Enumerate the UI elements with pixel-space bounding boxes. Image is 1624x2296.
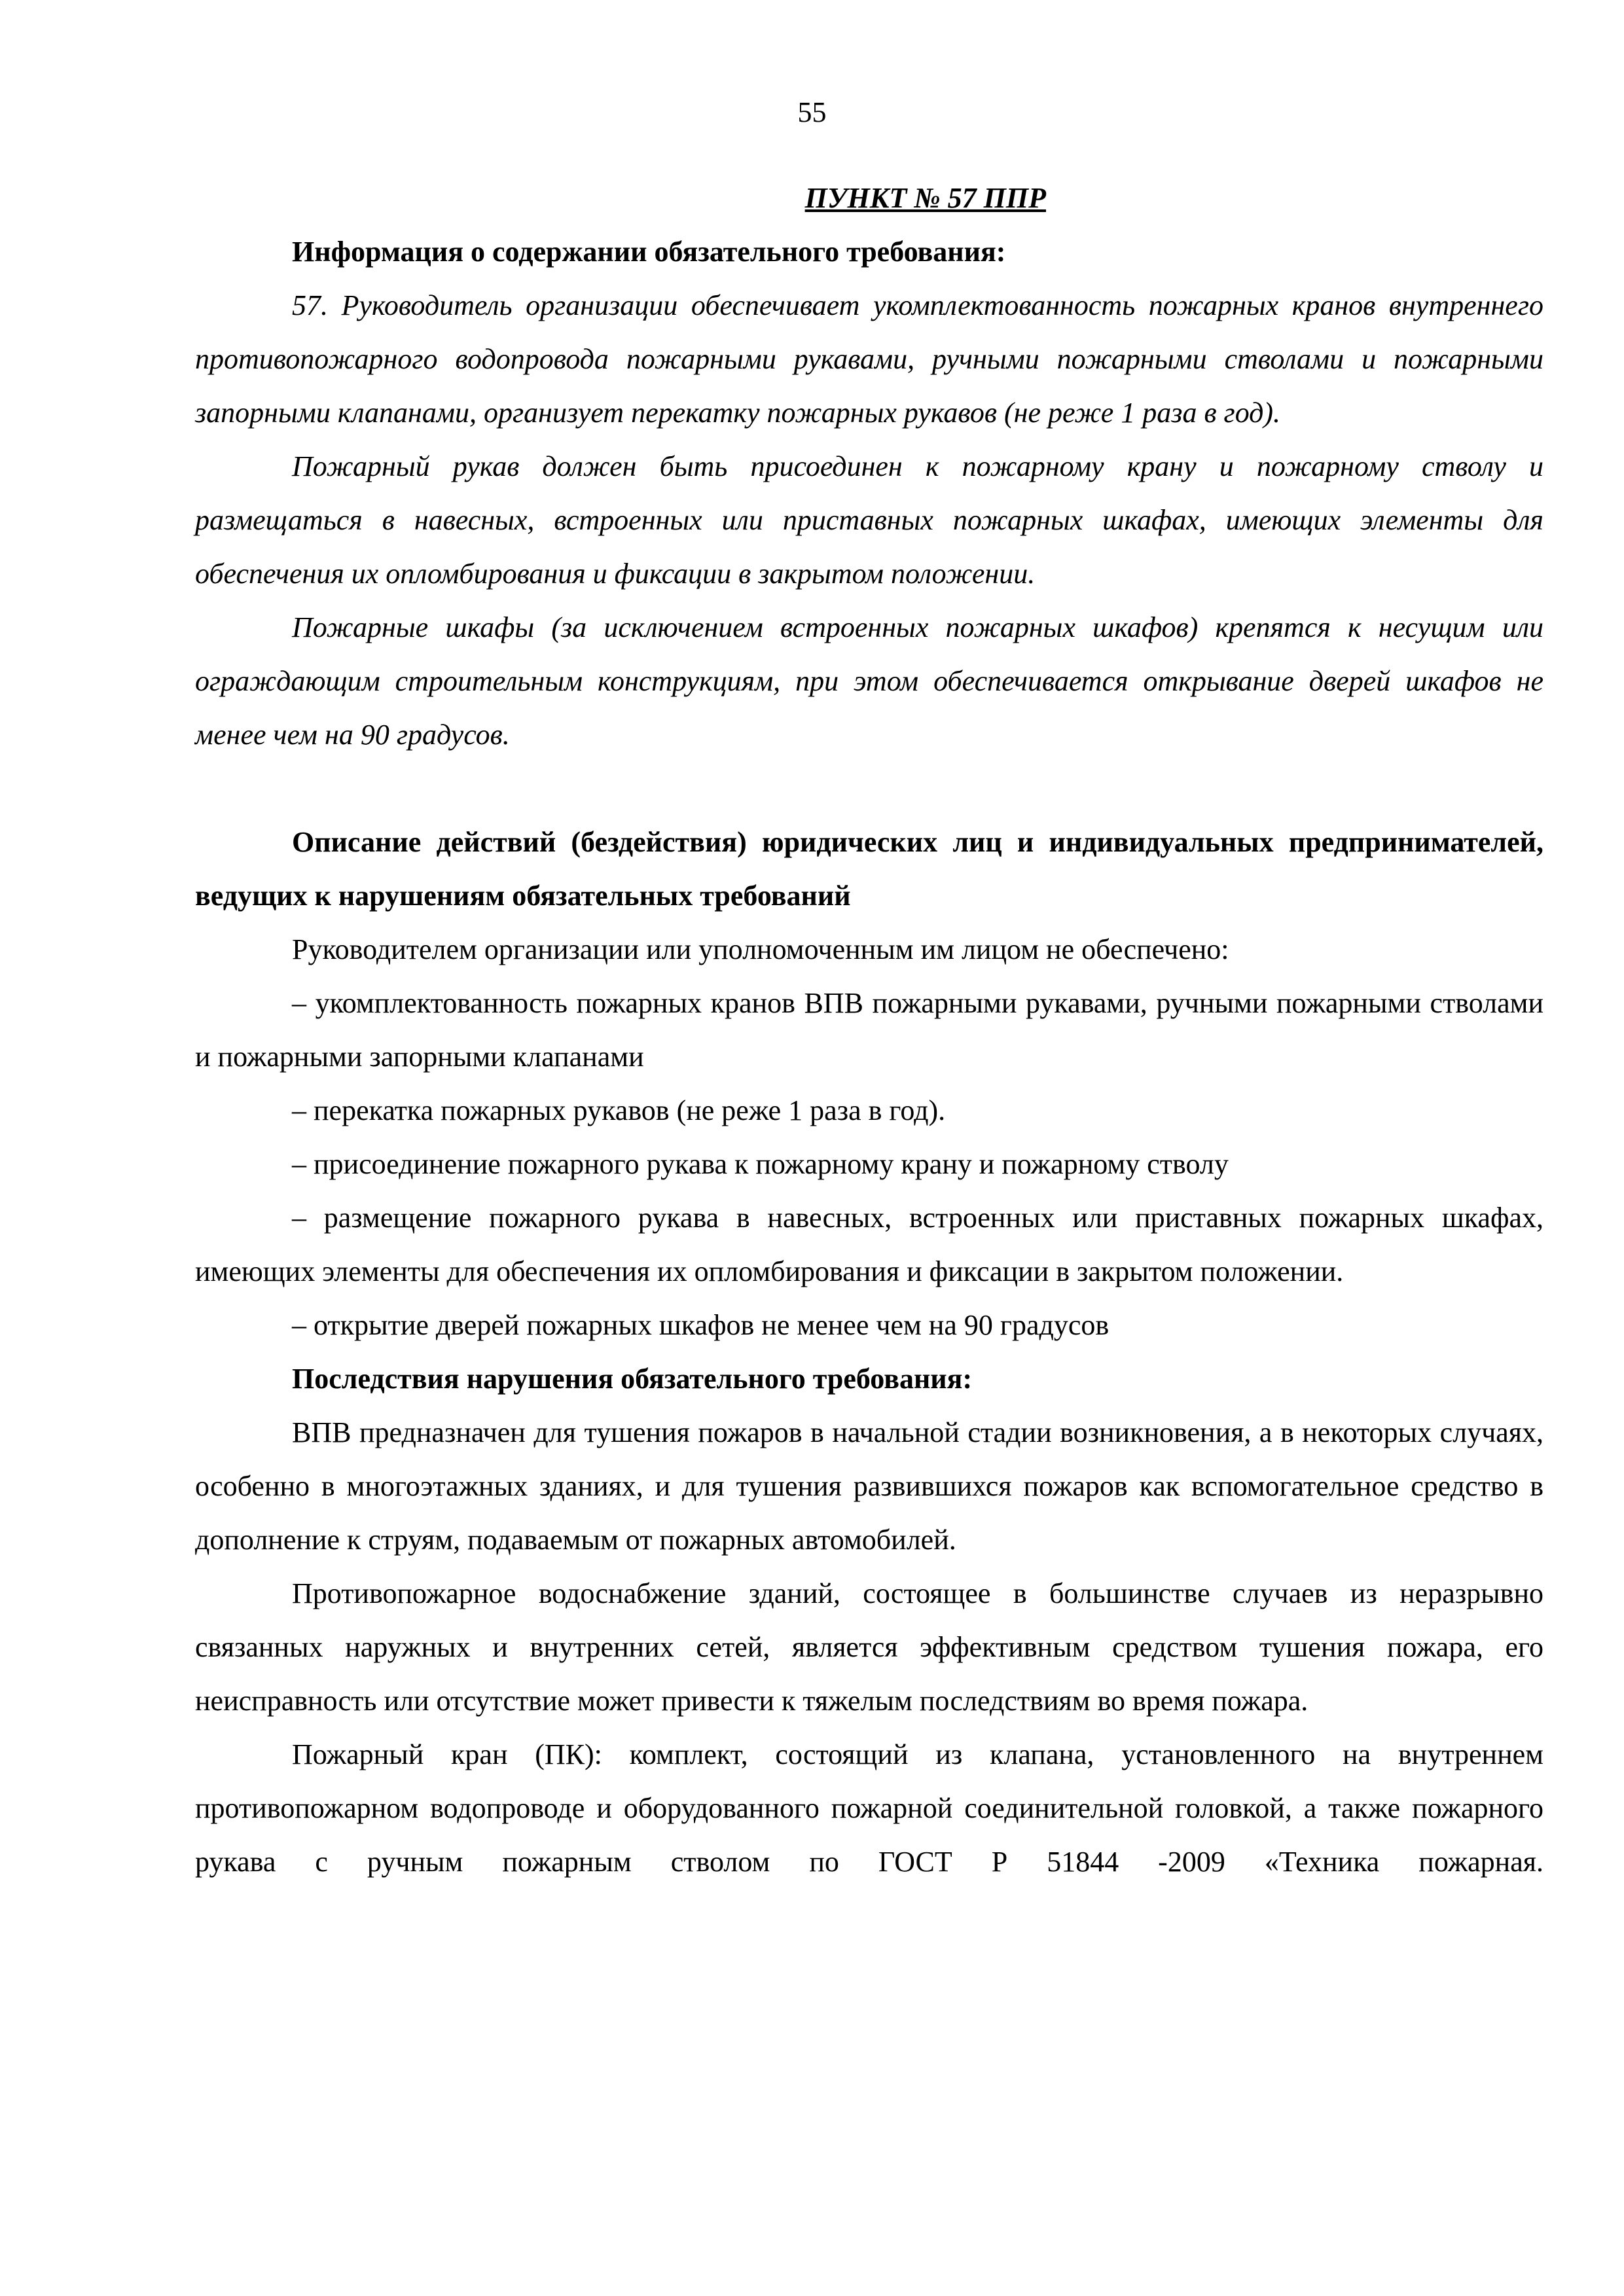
heading-requirement-info: Информация о содержании обязательного требования: bbox=[292, 236, 1006, 268]
requirement-paragraph-3: Пожарные шкафы (за исключением встроенных пожарных шкафов) крепятся к несущим или ограждающим строительным конструкциям, при этом обеспечивается открывание дверей шкафов не менее чем на 90 градусов. bbox=[195, 611, 1543, 751]
section-title: ПУНКТ № 57 ППР bbox=[804, 182, 1046, 214]
violation-item: – присоединение пожарного рукава к пожарному крану и пожарному стволу bbox=[292, 1148, 1229, 1180]
heading-consequences: Последствия нарушения обязательного требования: bbox=[292, 1363, 973, 1395]
violation-item: – укомплектованность пожарных кранов ВПВ пожарными рукавами, ручными пожарными стволами и пожарными запорными клапанами bbox=[195, 987, 1543, 1073]
page-number: 55 bbox=[797, 96, 827, 128]
consequences-paragraph-2: Противопожарное водоснабжение зданий, состоящее в большинстве случаев из неразрывно связанных наружных и внутренних сетей, является эффективным средством тушения пожара, его неисправность или отсутствие может привести к тяжелым последствиям во время пожара. bbox=[195, 1577, 1543, 1717]
requirement-paragraph-1: 57. Руководитель организации обеспечивает укомплектованность пожарных кранов внутреннего противопожарного водопровода пожарными рукавами, ручными пожарными стволами и пожарными запорными клапанами, организует перекатку пожарных рукавов (не реже 1 раза в год). bbox=[195, 289, 1543, 429]
consequences-paragraph-1: ВПВ предназначен для тушения пожаров в начальной стадии возникновения, а в некоторых случаях, особенно в многоэтажных зданиях, и для тушения развившихся пожаров как вспомогательное средство в дополнение к струям, подаваемым от пожарных автомобилей. bbox=[195, 1416, 1543, 1556]
heading-violations: Описание действий (бездействия) юридических лиц и индивидуальных предпринимателей, ведущих к нарушениям обязательных требований bbox=[195, 826, 1543, 912]
document-body bbox=[195, 171, 1543, 1889]
violation-item: – открытие дверей пожарных шкафов не менее чем на 90 градусов bbox=[292, 1309, 1110, 1341]
consequences-paragraph-3: Пожарный кран (ПК): комплект, состоящий из клапана, установленного на внутреннем противопожарном водопроводе и оборудованного пожарной соединительной головкой, а также пожарного рукава с ручным пожарным стволом по ГОСТ Р 51844 -2009 «Техника пожарная. bbox=[195, 1738, 1543, 1878]
violations-intro: Руководителем организации или уполномоченным им лицом не обеспечено: bbox=[292, 933, 1229, 965]
violation-item: – размещение пожарного рукава в навесных, встроенных или приставных пожарных шкафах, имеющих элементы для обеспечения их опломбирования и фиксации в закрытом положении. bbox=[195, 1202, 1543, 1287]
requirement-paragraph-2: Пожарный рукав должен быть присоединен к пожарному крану и пожарному стволу и размещаться в навесных, встроенных или приставных пожарных шкафах, имеющих элементы для обеспечения их опломбирования и фиксации в закрытом положении. bbox=[195, 450, 1543, 590]
violation-item: – перекатка пожарных рукавов (не реже 1 раза в год). bbox=[292, 1094, 946, 1126]
